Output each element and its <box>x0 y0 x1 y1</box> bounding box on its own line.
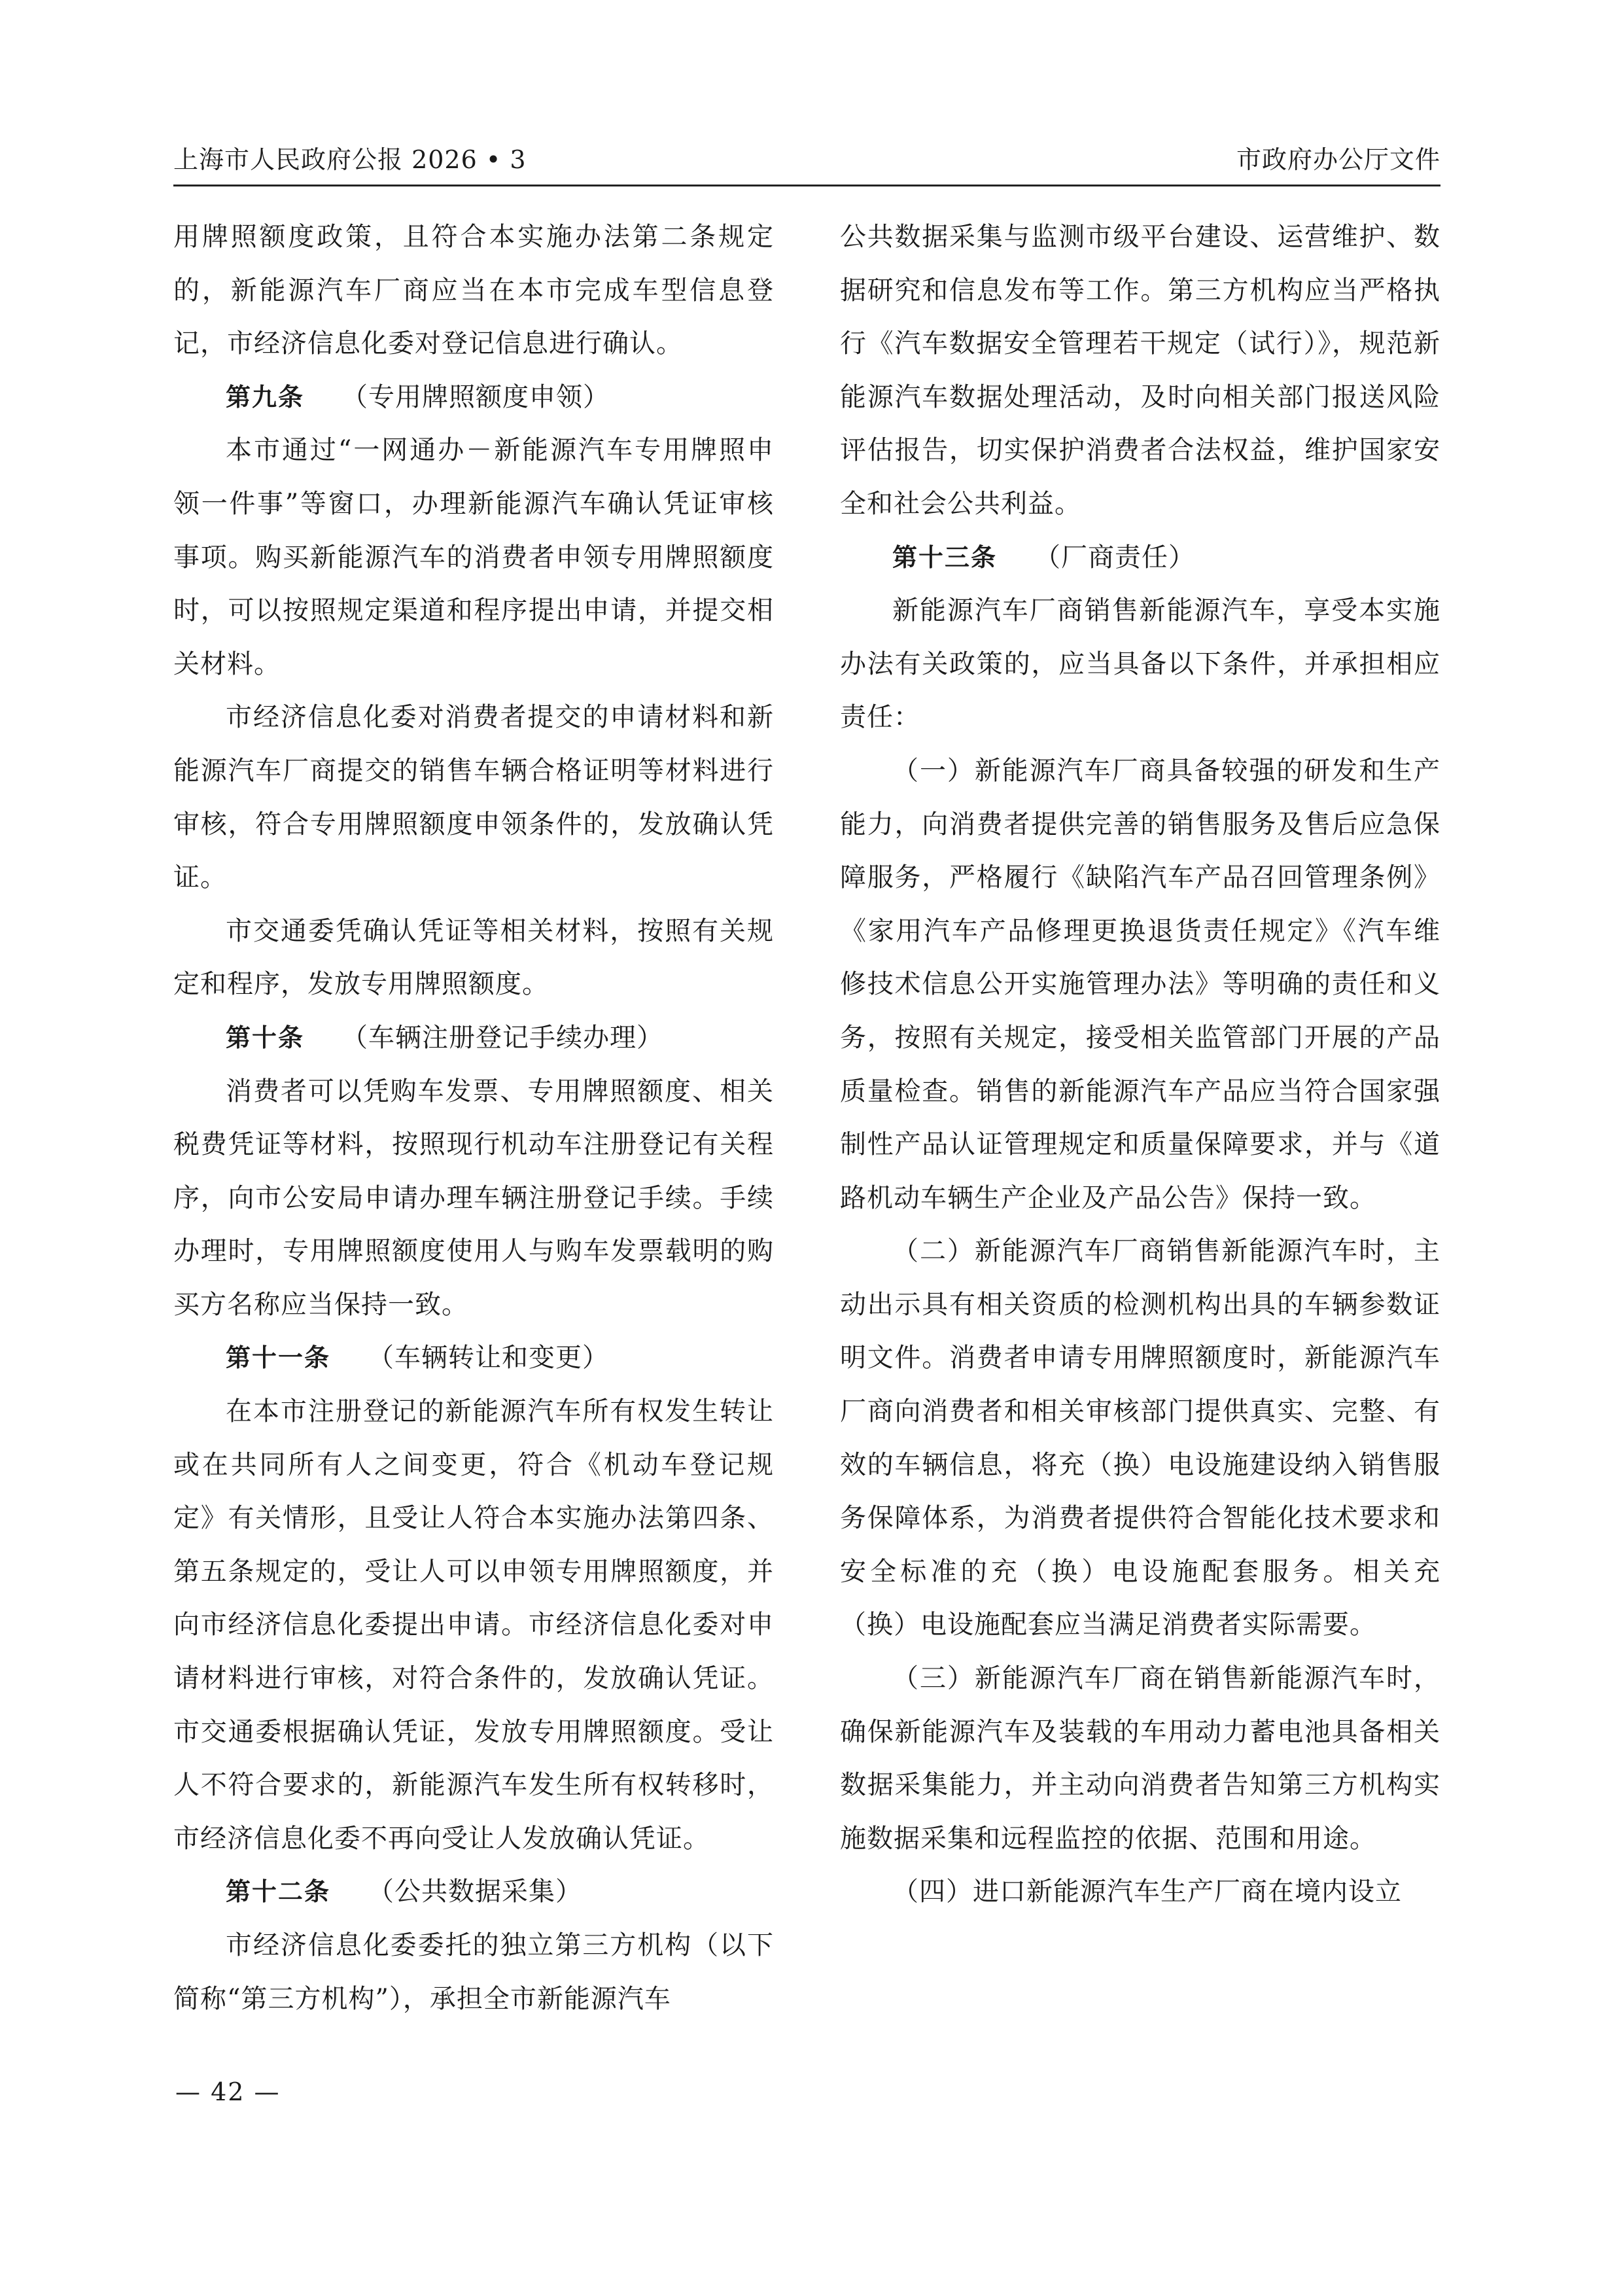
paragraph: 在本市注册登记的新能源汽车所有权发生转让或在共同所有人之间变更，符合《机动车登记规定》有关情形，且受让人符合本实施办法第四条、第五条规定的，受让人可以申领专用牌照额度，并向市经济信息化委提出申请。市经济信息化委对申请材料进行审核，对符合条件的，发放确认凭证。市交通委根据确认凭证，发放专用牌照额度。受让人不符合要求的，新能源汽车发生所有权转移时，市经济信息化委不再向受让人发放确认凭证。 <box>173 1396 774 1854</box>
paragraph: 市经济信息化委委托的独立第三方机构（以下简称“第三方机构”），承担全市新能源汽车 <box>173 1930 774 2014</box>
paragraph: 市交通委凭确认凭证等相关材料，按照有关规定和程序，发放专用牌照额度。 <box>173 915 774 1000</box>
paragraph: 消费者可以凭购车发票、专用牌照额度、相关税费凭证等材料，按照现行机动车注册登记有关程序，向市公安局申请办理车辆注册登记手续。手续办理时，专用牌照额度使用人与购车发票载明的购买方名称应当保持一致。 <box>173 1076 774 1320</box>
left-column <box>173 211 774 2121</box>
article-number: 第十二条 <box>226 1877 331 1907</box>
page-number: — 42 — <box>175 2077 281 2106</box>
article-number: 第十条 <box>226 1023 305 1052</box>
paragraph: （一）新能源汽车厂商具备较强的研发和生产能力，向消费者提供完善的销售服务及售后应急保障服务，严格履行《缺陷汽车产品召回管理条例》《家用汽车产品修理更换退货责任规定》《汽车维修技术信息公开实施管理办法》等明确的责任和义务，按照有关规定，接受相关监管部门开展的产品质量检查。销售的新能源汽车产品应当符合国家强制性产品认证管理规定和质量保障要求，并与《道路机动车辆生产企业及产品公告》保持一致。 <box>840 755 1440 1213</box>
section-title: 市政府办公厅文件 <box>1236 145 1440 174</box>
paragraph: （二）新能源汽车厂商销售新能源汽车时，主动出示具有相关资质的检测机构出具的车辆参数证明文件。消费者申请专用牌照额度时，新能源汽车厂商向消费者和相关审核部门提供真实、完整、有效的车辆信息，将充（换）电设施建设纳入销售服务保障体系，为消费者提供符合智能化技术要求和安全标准的充（换）电设施配套服务。相关充（换）电设施配套应当满足消费者实际需要。 <box>840 1236 1440 1640</box>
paragraph: 市经济信息化委对消费者提交的申请材料和新能源汽车厂商提交的销售车辆合格证明等材料进行审核，符合专用牌照额度申领条件的，发放确认凭证。 <box>173 702 774 893</box>
continued-paragraph: 公共数据采集与监测市级平台建设、运营维护、数据研究和信息发布等工作。第三方机构应当严格执行《汽车数据安全管理若干规定（试行）》，规范新能源汽车数据处理活动，及时向相关部门报送风险评估报告，切实保护消费者合法权益，维护国家安全和社会公共利益。 <box>840 222 1440 519</box>
article-number: 第十一条 <box>226 1343 331 1373</box>
article-number: 第九条 <box>226 382 305 412</box>
article-title: （车辆注册登记手续办理） <box>341 1022 664 1053</box>
article-title: （车辆转让和变更） <box>368 1343 610 1373</box>
article-title: （公共数据采集） <box>368 1877 583 1907</box>
article-heading <box>173 371 774 425</box>
article-heading <box>173 1012 774 1065</box>
publication-title: 上海市人民政府公报 2026 • 3 <box>173 145 527 174</box>
right-column <box>840 211 1440 2121</box>
paragraph: 新能源汽车厂商销售新能源汽车，享受本实施办法有关政策的，应当具备以下条件，并承担相应责任： <box>840 595 1440 733</box>
article-title: （厂商责任） <box>1034 542 1196 573</box>
paragraph: （三）新能源汽车厂商在销售新能源汽车时，确保新能源汽车及装载的车用动力蓄电池具备相关数据采集能力，并主动向消费者告知第三方机构实施数据采集和远程监控的依据、范围和用途。 <box>840 1663 1440 1854</box>
article-title: （专用牌照额度申领） <box>341 381 610 412</box>
header-divider <box>173 185 1440 186</box>
page-header <box>173 137 1440 183</box>
paragraph: 本市通过“一网通办－新能源汽车专用牌照申领一件事”等窗口，办理新能源汽车确认凭证审核事项。购买新能源汽车的消费者申领专用牌照额度时，可以按照规定渠道和程序提出申请，并提交相关材料。 <box>173 435 774 679</box>
article-heading <box>840 531 1440 585</box>
article-heading <box>173 1865 774 1919</box>
continued-paragraph: 用牌照额度政策，且符合本实施办法第二条规定的，新能源汽车厂商应当在本市完成车型信息登记，市经济信息化委对登记信息进行确认。 <box>173 222 774 359</box>
article-number: 第十三条 <box>892 542 998 572</box>
paragraph: （四）进口新能源汽车生产厂商在境内设立 <box>892 1877 1402 1907</box>
article-heading <box>173 1332 774 1385</box>
